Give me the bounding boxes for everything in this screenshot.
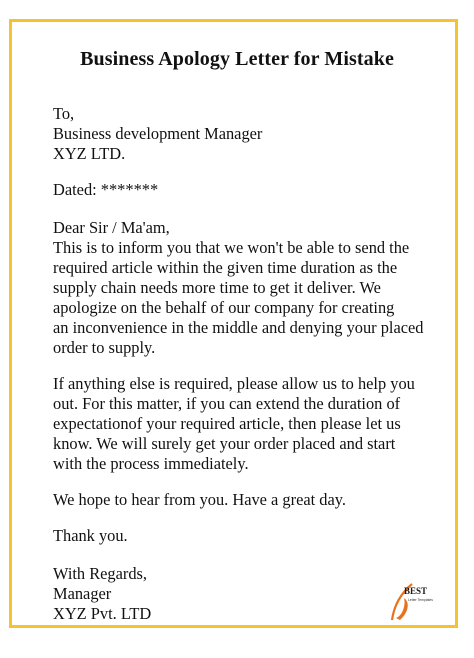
date-line: Dated: ******* [53,180,159,199]
paragraph2-line: out. For this matter, if you can extend the duration of [53,394,401,413]
letter-title: Business Apology Letter for Mistake [80,48,394,70]
signature-role: Manager [53,584,112,603]
address-to: To, [53,104,75,123]
paragraph1-line: required article within the given time duration as the [53,258,398,277]
paragraph2-line: expectationof your required article, then please let us [53,414,401,433]
paragraph1-line: apologize on the behalf of our company for creating [53,298,395,317]
closing-line: We hope to hear from you. Have a great day. [53,490,346,509]
paragraph2-line: know. We will surely get your order placed and start [53,434,396,453]
paragraph1-line: an inconvenience in the middle and denying your placed [53,318,424,337]
paragraph1-line: supply chain needs more time to get it deliver. We [53,278,381,297]
address-company: XYZ LTD. [53,144,126,163]
paragraph1-line: This is to inform you that we won't be able to send the [53,238,410,257]
salutation: Dear Sir / Ma'am, [53,218,170,237]
signature-regards: With Regards, [53,564,148,583]
address-recipient: Business development Manager [53,124,263,143]
logo-sub-text: Letter Templates [408,598,434,602]
paragraph2-line: If anything else is required, please allow us to help you [53,374,415,393]
paragraph1-line: order to supply. [53,338,156,357]
best-letter-templates-logo [382,576,444,626]
logo-main-text: BEST [404,586,428,596]
signature-company: XYZ Pvt. LTD [53,604,152,623]
paragraph2-line: with the process immediately. [53,454,249,473]
thanks-line: Thank you. [53,526,128,545]
